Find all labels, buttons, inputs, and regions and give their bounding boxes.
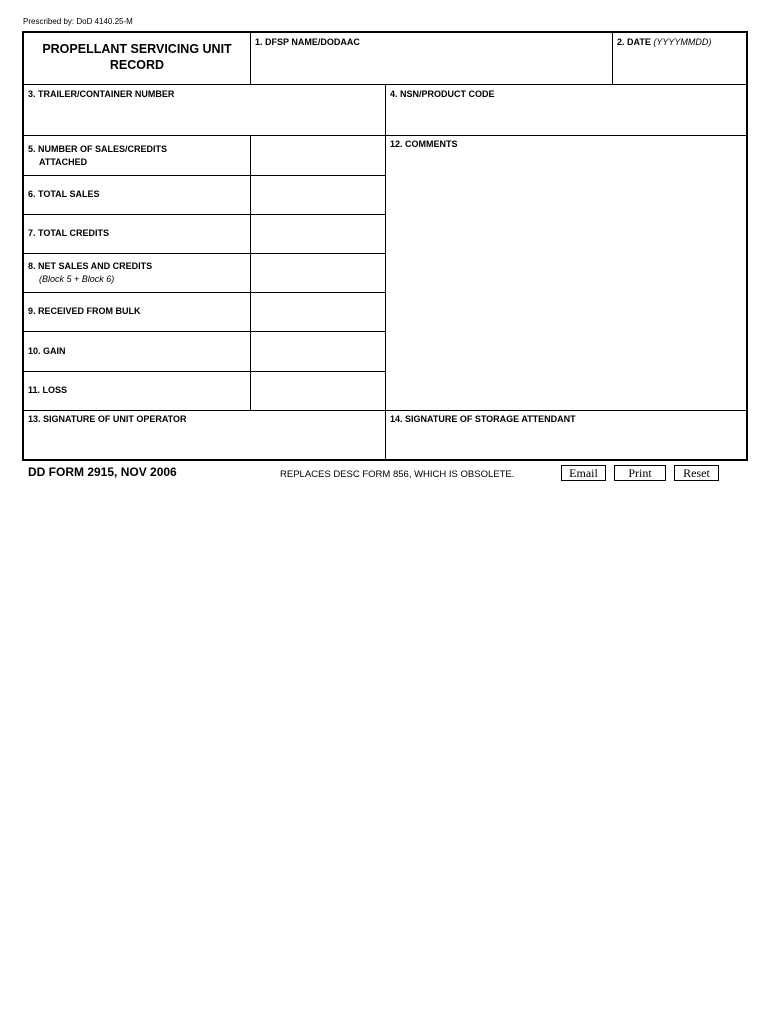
- total-credits-label: 7. TOTAL CREDITS: [28, 228, 110, 238]
- total-sales-field[interactable]: [251, 176, 385, 214]
- form-title-line1: PROPELLANT SERVICING UNIT: [42, 42, 232, 56]
- date-label: [617, 36, 711, 49]
- dfsp-field[interactable]: [251, 51, 612, 84]
- replaces-note: REPLACES DESC FORM 856, WHICH IS OBSOLETE.: [280, 469, 515, 480]
- email-button[interactable]: Email: [561, 465, 606, 481]
- received-bulk-label: 9. RECEIVED FROM BULK: [28, 306, 141, 316]
- trailer-field[interactable]: [24, 103, 385, 135]
- net-sales-label-text: 8. NET SALES AND CREDITS: [28, 261, 153, 271]
- operator-signature-label: 13. SIGNATURE OF UNIT OPERATOR: [28, 414, 187, 424]
- sales-credits-label-line1: 5. NUMBER OF SALES/CREDITS: [28, 144, 168, 154]
- attendant-signature-field[interactable]: [386, 428, 746, 459]
- prescribed-by: Prescribed by: DoD 4140.25-M: [23, 17, 133, 26]
- date-format-hint: (YYYYMMDD): [653, 37, 712, 47]
- trailer-label: 3. TRAILER/CONTAINER NUMBER: [28, 89, 175, 99]
- gain-field[interactable]: [251, 332, 385, 371]
- loss-field[interactable]: [251, 372, 385, 410]
- nsn-field[interactable]: [386, 103, 746, 135]
- loss-label: 11. LOSS: [28, 385, 68, 395]
- dfsp-label: 1. DFSP NAME/DODAAC: [255, 37, 360, 47]
- sales-credits-field[interactable]: [251, 136, 385, 175]
- gain-label: 10. GAIN: [28, 346, 66, 356]
- attendant-signature-label: 14. SIGNATURE OF STORAGE ATTENDANT: [390, 414, 576, 424]
- received-bulk-field[interactable]: [251, 293, 385, 331]
- total-sales-label: 6. TOTAL SALES: [28, 189, 100, 199]
- operator-signature-field[interactable]: [24, 428, 385, 459]
- total-credits-field[interactable]: [251, 215, 385, 253]
- net-sales-field[interactable]: [251, 254, 385, 292]
- date-label-text: 2. DATE: [617, 37, 651, 47]
- comments-label: 12. COMMENTS: [390, 139, 458, 149]
- comments-field[interactable]: [386, 153, 746, 410]
- form-table: [22, 31, 748, 461]
- form-number: DD FORM 2915, NOV 2006: [28, 465, 177, 479]
- nsn-label: 4. NSN/PRODUCT CODE: [390, 89, 495, 99]
- print-button[interactable]: Print: [614, 465, 666, 481]
- net-sales-formula: (Block 5 + Block 6): [39, 274, 115, 284]
- net-sales-label: [28, 260, 152, 286]
- reset-button[interactable]: Reset: [674, 465, 719, 481]
- date-field[interactable]: [613, 51, 746, 84]
- sales-credits-label-line2: ATTACHED: [39, 157, 88, 167]
- form-title-line2: RECORD: [109, 58, 165, 72]
- sales-credits-label: [28, 143, 167, 169]
- form-title: [24, 41, 250, 73]
